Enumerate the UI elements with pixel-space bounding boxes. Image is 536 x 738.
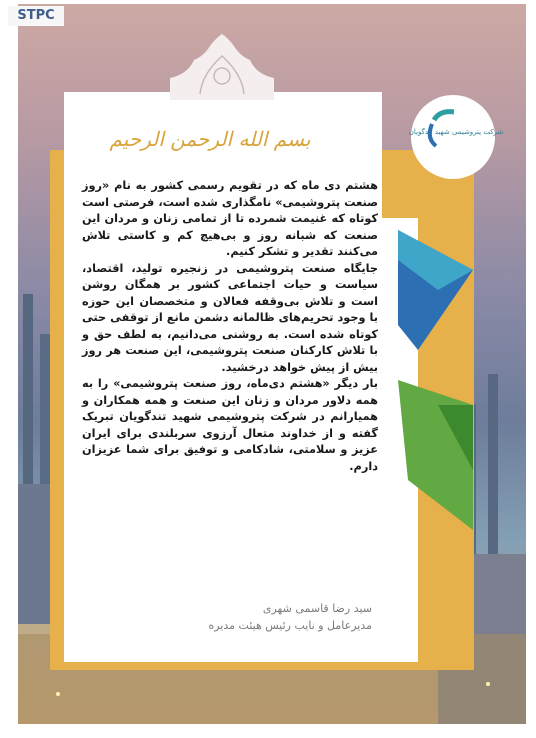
bismillah-text: بسم الله الرحمن الرحیم bbox=[109, 127, 311, 151]
message-body bbox=[82, 178, 378, 475]
ornament-arch-icon bbox=[170, 34, 274, 100]
signer-name: سید رضا قاسمی شهری bbox=[262, 602, 372, 615]
signature-block bbox=[150, 600, 372, 634]
signer-title: مدیرعامل و نایب رئیس هیئت مدیره bbox=[208, 619, 372, 632]
brand-chevron-graphic bbox=[378, 230, 528, 530]
company-name-text: شرکت پتروشیمی شهید تندگویان bbox=[408, 128, 504, 136]
paragraph-1: هشتم دی ماه که در تقویم رسمی کشور به نام «روز صنعت پتروشیمی» نامگذاری شده است، فرصتی است کوتاه که غنیمت شمرده تا از تمامی زنان و مردان این صنعت که شبانه روز و بی‌هیچ کم و کاستی تلاش می‌کنند تقدیر و تشکر کنیم. bbox=[82, 179, 378, 258]
paragraph-3: بار دیگر «هشتم دی‌ماه، روز صنعت پتروشیمی» را به همه دلاور مردان و زنان این صنعت و همه همکاران و همیارانم در شرکت پتروشیمی شهید تندگویان تبریک گفته و از خداوند متعال آرزوی سربلندی برای ایران عزیز و سلامتی، شادکامی و توفیق برای شما عزیزان دارم. bbox=[82, 377, 378, 473]
paragraph-2: جایگاه صنعت پتروشیمی در زنجیره تولید، اقتصاد، سیاست و حیات اجتماعی کشور بر همگان روشن است و تلاش بی‌وقفه فعالان و متخصصان این حوزه با وجود تحریم‌های ظالمانه دشمن مانع از توقفی حتی کوتاه شده است. به روشنی می‌دانیم، به لطف حق و با تلاش کارکنان صنعت پتروشیمی، این صنعت هر روز بیش از پیش خواهد درخشید. bbox=[82, 261, 378, 374]
company-logo bbox=[408, 94, 504, 180]
bismillah-calligraphy bbox=[109, 118, 311, 158]
stpc-badge: STPC bbox=[8, 6, 64, 26]
